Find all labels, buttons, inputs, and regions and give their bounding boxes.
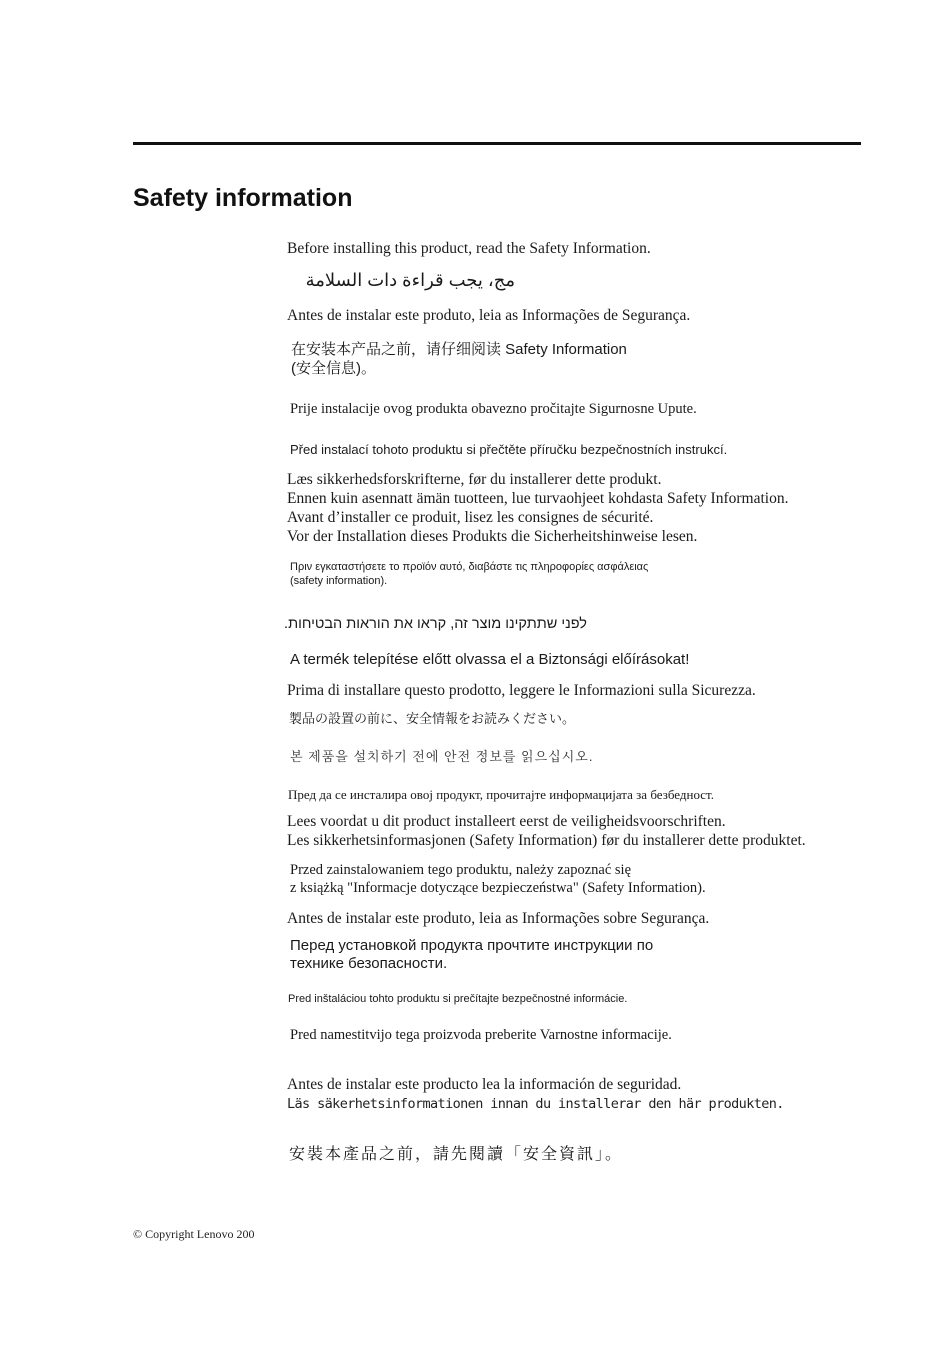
statement-russian-line1: Перед установкой продукта прочтите инструкции по [290, 937, 654, 954]
statement-slovenian: Pred namestitvijo tega proizvoda preberite Varnostne informacije. [290, 1027, 672, 1043]
statement-norwegian: Les sikkerhetsinformasjonen (Safety Information) før du installerer dette produktet. [287, 832, 806, 849]
statement-croatian: Prije instalacije ovog produkta obavezno pročitajte Sigurnosne Upute. [290, 401, 697, 417]
statement-russian-line2: технике безопасности. [290, 955, 448, 972]
statement-german: Vor der Installation dieses Produkts die Sicherheitshinweise lesen. [287, 528, 698, 545]
statement-hungarian: A termék telepítése előtt olvassa el a Biztonsági előírásokat! [290, 651, 690, 668]
statement-portuguese: Antes de instalar este produto, leia as Informações sobre Segurança. [287, 910, 710, 927]
statement-chinese-traditional: 安裝本產品之前，請先閱讀「安全資訊」。 [289, 1146, 624, 1163]
statement-portuguese-br: Antes de instalar este produto, leia as Informações de Segurança. [287, 307, 691, 324]
header-rule [133, 142, 861, 145]
statement-greek-line1: Πριν εγκαταστήσετε το προϊόν αυτό, διαβάστε τις πληροφορίες ασφάλειας [290, 561, 649, 573]
page-title: Safety information [133, 184, 353, 212]
statement-korean: 본 제품을 설치하기 전에 안전 정보를 읽으십시오. [290, 749, 594, 764]
statement-chinese-simplified-line2: (安全信息)。 [291, 360, 376, 377]
statement-slovak: Pred inštaláciou tohto produktu si prečítajte bezpečnostné informácie. [288, 993, 628, 1005]
statement-macedonian: Пред да се инсталира овој продукт, прочитајте информацијата за безбедност. [288, 787, 714, 802]
statement-czech: Před instalací tohoto produktu si přečtěte příručku bezpečnostních instrukcí. [290, 442, 728, 457]
statement-danish: Læs sikkerhedsforskrifterne, før du installerer dette produkt. [287, 471, 662, 488]
statement-french: Avant d’installer ce produit, lisez les consignes de sécurité. [287, 509, 654, 526]
statement-polish [290, 861, 706, 897]
statement-russian [290, 937, 653, 973]
statement-spanish: Antes de instalar este producto lea la información de seguridad. [287, 1076, 682, 1093]
statement-greek-line2: (safety information). [290, 575, 388, 587]
statement-hebrew: לפני שתתקינו מוצר זה, קראו את הוראות הבטיחות. [284, 616, 587, 632]
statement-italian: Prima di installare questo prodotto, leggere le Informazioni sulla Sicurezza. [287, 682, 756, 699]
statement-finnish: Ennen kuin asennatt ämän tuotteen, lue turvaohjeet kohdasta Safety Information. [287, 490, 789, 507]
statement-japanese: 製品の設置の前に、安全情報をお読みください。 [289, 711, 576, 726]
statement-arabic: مج، يجب قراءة دات السلامة [305, 270, 515, 290]
statement-chinese-simplified [291, 340, 627, 378]
copyright-footer: © Copyright Lenovo 200 [133, 1227, 255, 1241]
statement-chinese-simplified-line1: 在安装本产品之前，请仔细阅读 Safety Information [291, 341, 627, 358]
statement-swedish: Läs säkerhetsinformationen innan du installerar den här produkten. [287, 1096, 784, 1112]
statement-english: Before installing this product, read the Safety Information. [287, 240, 651, 257]
statement-dutch: Lees voordat u dit product installeert eerst de veiligheidsvoorschriften. [287, 813, 726, 830]
statement-greek [290, 560, 648, 588]
statement-polish-line2: z książką "Informacje dotyczące bezpieczeństwa" (Safety Information). [290, 880, 706, 896]
statement-polish-line1: Przed zainstalowaniem tego produktu, należy zapoznać się [290, 862, 632, 878]
